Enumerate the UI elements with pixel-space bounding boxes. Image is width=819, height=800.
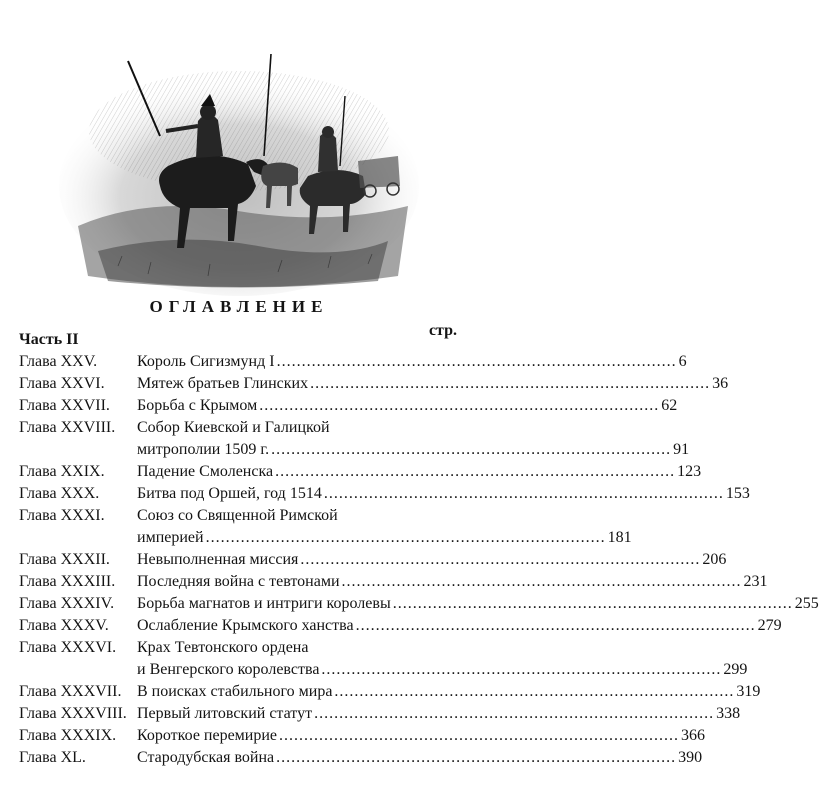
page-number: 62: [661, 397, 678, 414]
toc-entry: [19, 549, 727, 571]
dot-leader: ................................................................................: [314, 705, 715, 722]
toc-entry: [19, 615, 782, 637]
dot-leader: ................................................................................: [355, 617, 756, 634]
toc-entry: [19, 637, 748, 681]
chapter-title: Король Сигизмунд I: [137, 353, 275, 370]
chapter-number: Глава XXXIII.: [19, 573, 116, 590]
chapter-title: Первый литовский статут: [137, 705, 313, 722]
page-number: 181: [607, 529, 632, 546]
engraving-cavalry-illustration: [58, 36, 420, 298]
chapter-number: Глава XXIX.: [19, 463, 105, 480]
toc-entry: [19, 461, 702, 483]
chapter-title: Короткое перемирие: [137, 727, 278, 744]
chapter-title: Борьба с Крымом: [137, 397, 258, 414]
chapter-title: Борьба магнатов и интриги королевы: [137, 595, 391, 612]
chapter-title: Крах Тевтонского ордена: [137, 639, 309, 656]
chapter-number: Глава XXXVI.: [19, 639, 117, 656]
dot-leader: ................................................................................: [334, 683, 735, 700]
chapter-title: В поисках стабильного мира: [137, 683, 333, 700]
chapter-number: Глава XXXII.: [19, 551, 110, 568]
toc-entry: [19, 725, 706, 747]
chapter-title: Битва под Оршей, год 1514: [137, 485, 322, 502]
chapter-number: Глава XL.: [19, 749, 86, 766]
page-number: 299: [723, 661, 748, 678]
page-number: 206: [702, 551, 727, 568]
chapter-number: Глава XXV.: [19, 353, 98, 370]
toc-entry: [19, 703, 741, 725]
chapter-number: Глава XXVI.: [19, 375, 105, 392]
dot-leader: ................................................................................: [300, 551, 701, 568]
page-number: 338: [716, 705, 741, 722]
page-number: 366: [681, 727, 706, 744]
dot-leader: ................................................................................: [310, 375, 711, 392]
dot-leader: ................................................................................: [392, 595, 793, 612]
chapter-title: Собор Киевской и Галицкой: [137, 419, 330, 436]
part-label: Часть II: [19, 331, 79, 348]
dot-leader: ................................................................................: [276, 353, 677, 370]
dot-leader: ................................................................................: [275, 463, 676, 480]
toc-entry: [19, 747, 703, 769]
page-number: 231: [743, 573, 768, 590]
page-column-label: стр.: [428, 322, 457, 339]
toc-entry: [19, 593, 819, 615]
chapter-number: Глава XXXIV.: [19, 595, 115, 612]
chapter-title: Падение Смоленска: [137, 463, 274, 480]
toc-entry: [19, 681, 761, 703]
chapter-title: митрополии 1509 г.: [137, 441, 270, 458]
chapter-title: Ослабление Крымского ханства: [137, 617, 354, 634]
chapter-title: Невыполненная миссия: [137, 551, 299, 568]
chapter-title: Стародубская война: [137, 749, 275, 766]
toc-heading: ОГЛАВЛЕНИЕ: [149, 297, 329, 316]
toc-entry: [19, 571, 768, 593]
toc-entry: [19, 395, 678, 417]
dot-leader: ................................................................................: [321, 661, 722, 678]
chapter-number: Глава XXXVII.: [19, 683, 122, 700]
page-number: 153: [725, 485, 750, 502]
toc-entry: [19, 351, 687, 373]
toc-entry: [19, 505, 632, 549]
page-number: 36: [712, 375, 729, 392]
page-number: 319: [736, 683, 761, 700]
dot-leader: ................................................................................: [271, 441, 672, 458]
dot-leader: ................................................................................: [341, 573, 742, 590]
page-number: 91: [673, 441, 690, 458]
chapter-number: Глава XXVII.: [19, 397, 110, 414]
chapter-title: Союз со Священной Римской: [137, 507, 338, 524]
page-number: 390: [678, 749, 703, 766]
chapter-title: Мятеж братьев Глинских: [137, 375, 309, 392]
toc-entry: [19, 483, 750, 505]
toc-entry: [19, 373, 729, 395]
page-number: 6: [678, 353, 687, 370]
table-of-contents: [19, 351, 819, 769]
page-number: 255: [794, 595, 819, 612]
chapter-number: Глава XXX.: [19, 485, 100, 502]
page-number: 123: [677, 463, 702, 480]
chapter-title: империей: [137, 529, 204, 546]
chapter-title: Последняя война с тевтонами: [137, 573, 340, 590]
chapter-number: Глава XXXV.: [19, 617, 109, 634]
dot-leader: ................................................................................: [205, 529, 606, 546]
page-number: 279: [757, 617, 782, 634]
chapter-title: и Венгерского королевства: [137, 661, 320, 678]
chapter-number: Глава XXXVIII.: [19, 705, 127, 722]
toc-entry: [19, 417, 690, 461]
chapter-number: Глава XXVIII.: [19, 419, 116, 436]
dot-leader: ................................................................................: [276, 749, 677, 766]
chapter-number: Глава XXXI.: [19, 507, 105, 524]
dot-leader: ................................................................................: [259, 397, 660, 414]
chapter-number: Глава XXXIX.: [19, 727, 117, 744]
dot-leader: ................................................................................: [279, 727, 680, 744]
dot-leader: ................................................................................: [323, 485, 724, 502]
